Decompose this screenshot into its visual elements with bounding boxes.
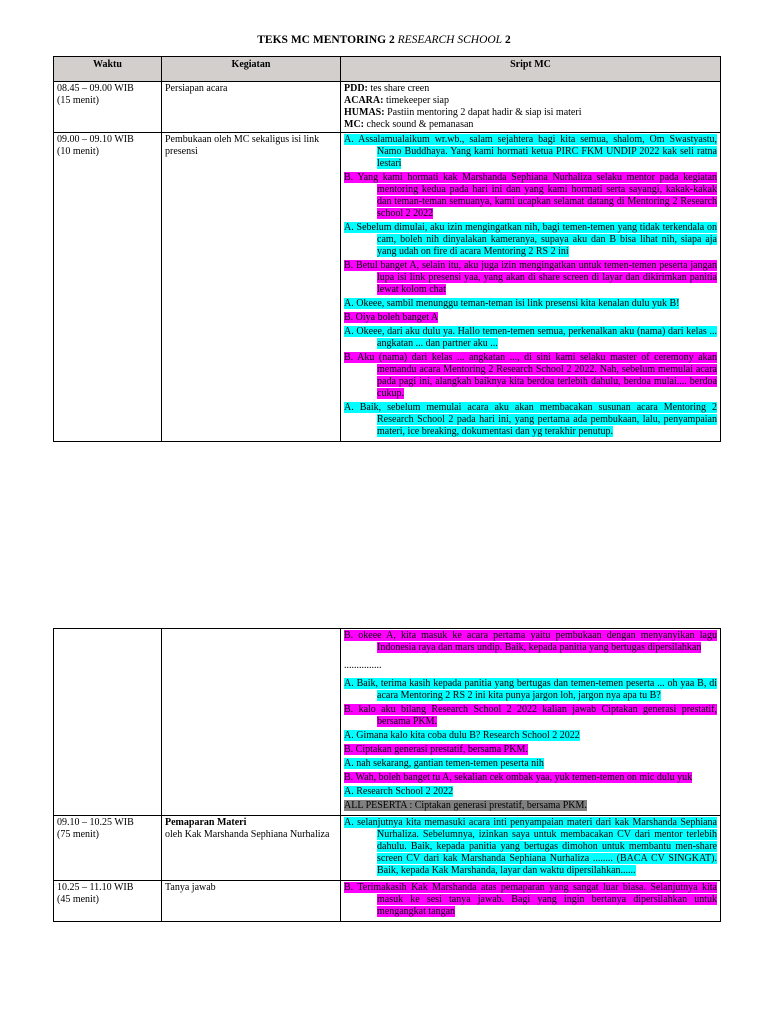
script-line-text: A. nah sekarang, gantian temen-temen peserta nih	[344, 758, 544, 769]
script-line-text: A. Gimana kalo kita coba dulu B? Research School 2 2022	[344, 730, 580, 741]
mc-script-table-continued	[53, 628, 721, 922]
page-title: TEKS MC MENTORING 2 RESEARCH SCHOOL 2	[257, 34, 511, 46]
script-line	[344, 758, 717, 770]
time-range: 10.25 – 11.10 WIB	[57, 882, 134, 893]
script-line	[344, 730, 717, 742]
script-line-text: B. Yang kami hormati kak Marshanda Sephiana Nurhaliza selaku mentor pada kegiatan mentoring kedua pada hari ini dan yang kami hormati serta sayangi, kakak-kakak dan teman-teman semuanya, kami ucapkan selamat datang di Mentoring 2 Research school 2 2022	[344, 172, 717, 219]
script-line	[344, 704, 717, 728]
script-line	[344, 744, 717, 756]
script-line	[344, 222, 717, 258]
table-row	[54, 881, 721, 922]
activity-cell	[162, 629, 341, 816]
script-line	[344, 352, 717, 400]
ellipsis-line: ...............	[344, 660, 382, 671]
time-range: 09.00 – 09.10 WIB	[57, 134, 134, 145]
script-line	[344, 800, 717, 812]
time-cell	[54, 881, 162, 922]
table-row	[54, 816, 721, 881]
script-cell	[341, 881, 721, 922]
script-cell	[341, 816, 721, 881]
script-line	[344, 298, 717, 310]
mc-script-table	[53, 56, 721, 442]
script-line	[344, 882, 717, 918]
mc-line: MC: check sound & pemanasan	[344, 119, 474, 130]
table-row	[54, 629, 721, 816]
time-range: 09.10 – 10.25 WIB	[57, 817, 134, 828]
duration: (10 menit)	[57, 146, 99, 157]
script-line-text: B. Betul banget A, selain itu, aku juga izin mengingatkan untuk temen-temen peserta jangan lupa isi link presensi yaa, yang akan di share screen di layar dan dikirimkan panitia lewat kolom chat	[344, 260, 717, 295]
script-line-text: B. okeee A, kita masuk ke acara pertama yaitu pembukaan dengan menyanyikan lagu Indonesia raya dan mars undip. Baik, kepada panitia yang bertugas dipersilahkan	[344, 630, 717, 653]
script-line-text: B. Aku (nama) dari kelas ... angkatan ..., di sini kami selaku master of ceremony akan memandu acara Mentoring 2 Research School 2 2022. Nah, sebelum memulai acara pada pagi ini, alangkah baiknya kita berdoa terlebih dahulu, berdoa mulai.... berdoa cukup.	[344, 352, 717, 399]
pdd-line: PDD: tes share creen	[344, 83, 430, 94]
time-range: 08.45 – 09.00 WIB	[57, 83, 134, 94]
script-line	[344, 312, 717, 324]
header-kegiatan: Kegiatan	[162, 57, 341, 82]
script-line	[344, 817, 717, 877]
activity-text: oleh Kak Marshanda Sephiana Nurhaliza	[165, 829, 330, 840]
activity-cell	[162, 82, 341, 133]
script-line-text: B. kalo aku bilang Research School 2 2022 kalian jawab Ciptakan generasi prestatif, bersama PKM.	[344, 704, 717, 727]
script-cell	[341, 82, 721, 133]
script-line-text: B. Terimakasih Kak Marshanda atas pemaparan yang sangat luar biasa. Selanjutnya kita masuk ke sesi tanya jawab. Bagi yang ingin bertanya dipersilahkan untuk mengangkat tangan	[344, 882, 717, 917]
script-line	[344, 326, 717, 350]
script-cell	[341, 133, 721, 442]
activity-cell	[162, 133, 341, 442]
header-sript: Sript MC	[341, 57, 721, 82]
script-line-text: B. Ciptakan generasi prestatif, bersama PKM.	[344, 744, 528, 755]
time-cell	[54, 629, 162, 816]
humas-line: HUMAS: Pastiin mentoring 2 dapat hadir & siap isi materi	[344, 107, 582, 118]
activity-cell	[162, 881, 341, 922]
script-line-text: A. Baik, terima kasih kepada panitia yang bertugas dan temen-temen peserta ... oh yaa B, di acara Mentoring 2 RS 2 ini kita punya jargon loh, jargon nya apa tu B?	[344, 678, 717, 701]
time-cell	[54, 816, 162, 881]
acara-line: ACARA: timekeeper siap	[344, 95, 449, 106]
header-waktu: Waktu	[54, 57, 162, 82]
activity-text: Pembukaan oleh MC sekaligus isi link presensi	[165, 134, 320, 157]
script-line	[344, 786, 717, 798]
script-line	[344, 678, 717, 702]
activity-text: Tanya jawab	[165, 882, 216, 893]
script-line-text: B. Wah, boleh banget tu A, sekalian cek ombak yaa, yuk temen-temen on mic dulu yuk	[344, 772, 693, 783]
script-line	[344, 630, 717, 654]
script-line-text: A. Assalamualaikum wr.wb., salam sejahtera bagi kita semua, shalom, Om Swastyastu, Namo Buddhaya. Yang kami hormati ketua PIRC FKM UNDIP 2022 kak seli ratna lestari	[344, 134, 717, 169]
activity-cell	[162, 816, 341, 881]
script-line-text: A. Okeee, sambil menunggu teman-teman isi link presensi kita kenalan dulu yuk B!	[344, 298, 680, 309]
time-cell	[54, 133, 162, 442]
script-line	[344, 172, 717, 220]
table-row	[54, 82, 721, 133]
activity-text: Persiapan acara	[165, 83, 228, 94]
duration: (45 menit)	[57, 894, 99, 905]
script-line	[344, 772, 717, 784]
script-line-text: A. Research School 2 2022	[344, 786, 454, 797]
duration: (15 menit)	[57, 95, 99, 106]
script-line	[344, 260, 717, 296]
script-cell	[341, 629, 721, 816]
activity-title: Pemaparan Materi	[165, 817, 247, 828]
script-line	[344, 402, 717, 438]
table-row	[54, 133, 721, 442]
duration: (75 menit)	[57, 829, 99, 840]
script-line-text: A. Sebelum dimulai, aku izin mengingatkan nih, bagi temen-temen yang tidak terkendala on cam, boleh nih dinyalakan kameranya, supaya aku dan B bisa lihat nih, siapa aja yang udah on fire di acara Mentoring 2 RS 2 ini	[344, 222, 717, 257]
script-line-text: A. selanjutnya kita memasuki acara inti penyampaian materi dari kak Marshanda Sephiana Nurhaliza. Sebelumnya, izinkan saya untuk membacakan CV dari mentor terlebih dahulu. Baik, kepada panitia yang bertugas dimohon untuk membantu men-share screen CV dari kak Marshanda Sephiana Nurhaliza ........ (BACA CV SINGKAT). Baik, kepada Kak Marshanda, layar dan waktu dipersilahkan......	[344, 817, 717, 876]
script-line-text: B. Oiya boleh banget A	[344, 312, 439, 323]
script-line-text: ALL PESERTA : Ciptakan generasi prestatif, bersama PKM.	[344, 800, 587, 811]
time-cell	[54, 82, 162, 133]
script-line-text: A. Baik, sebelum memulai acara aku akan membacakan susunan acara Mentoring 2 Research School 2 pada hari ini, yang pertama ada pembukaan, lalu, penyampaian materi, ice breaking, dokumentasi dan yg terakhir penutup.	[344, 402, 717, 437]
script-line	[344, 134, 717, 170]
script-line-text: A. Okeee, dari aku dulu ya. Hallo temen-temen semua, perkenalkan aku (nama) dari kelas ... angkatan ... dan partner aku ...	[344, 326, 717, 349]
table-header-row	[54, 57, 721, 82]
